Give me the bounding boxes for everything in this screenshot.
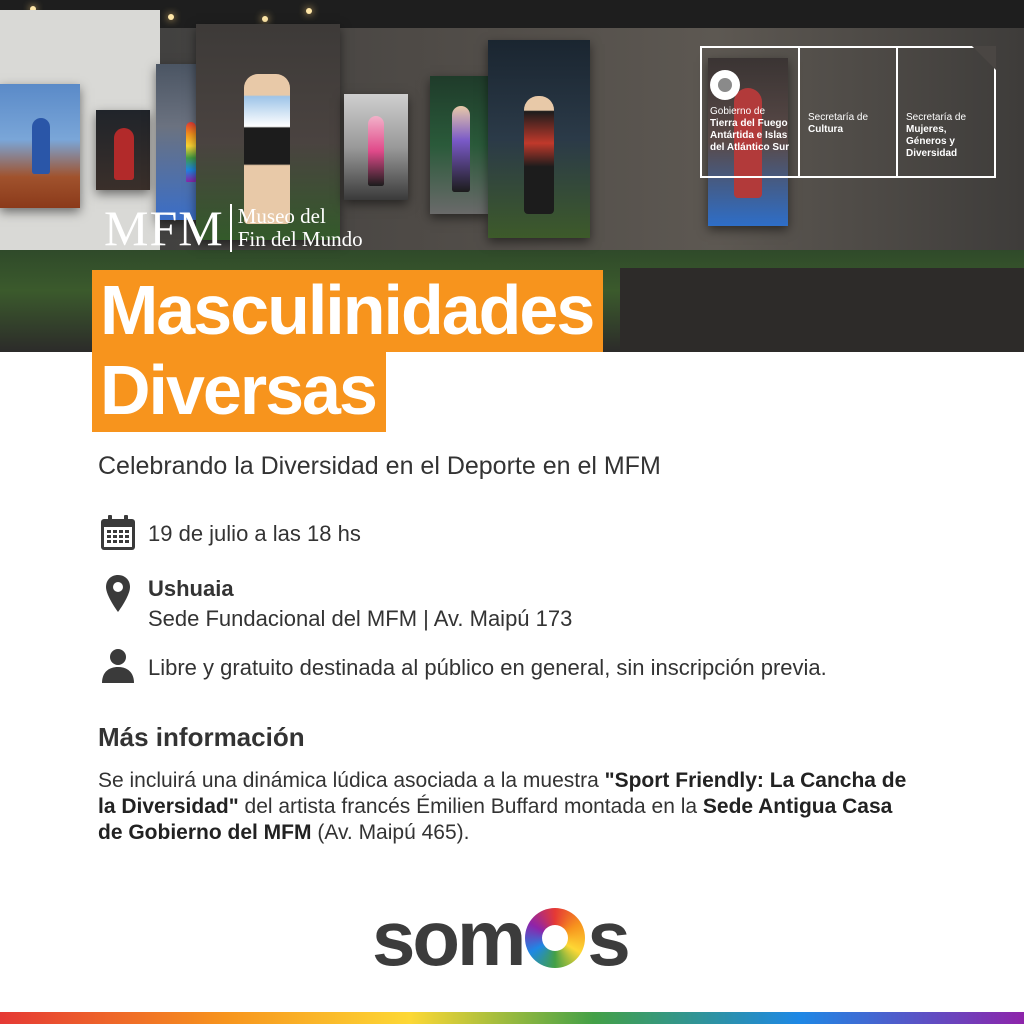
museum-logo-initials: MFM — [104, 200, 224, 256]
province-crest-icon — [710, 70, 740, 100]
government-logo-line: Tierra del Fuego — [710, 118, 788, 129]
museum-logo-name-line: Museo del — [237, 204, 326, 228]
museum-logo-name-line: Fin del Mundo — [237, 227, 363, 251]
exhibit-photo — [156, 64, 200, 220]
event-location — [98, 574, 572, 634]
culture-secretariat-line: Secretaría de — [808, 112, 869, 123]
event-title-line: Masculinidades — [92, 270, 603, 352]
event-address: Sede Fundacional del MFM | Av. Maipú 173 — [148, 606, 573, 631]
more-info-text-part: del artista francés Émilien Buffard montada en la — [238, 795, 703, 818]
gender-secretariat-line: Secretaría de — [906, 112, 967, 123]
gallery-floor-dark — [620, 268, 1024, 352]
museum-logo — [104, 200, 363, 256]
culture-secretariat-logo — [800, 48, 898, 176]
event-subtitle: Celebrando la Diversidad en el Deporte en el MFM — [98, 452, 661, 480]
exhibition-name: "Sport Friendly: La Cancha de la Diversidad" — [98, 769, 907, 818]
exhibit-photo — [0, 84, 80, 208]
gender-secretariat-line: Mujeres, — [906, 124, 947, 135]
event-title-line: Diversas — [92, 350, 386, 432]
more-info-text — [98, 768, 908, 846]
event-date-text: 19 de julio a las 18 hs — [148, 521, 361, 546]
rainbow-stripe — [0, 1012, 1024, 1024]
exhibit-photo — [96, 110, 150, 190]
gender-secretariat-line: Géneros y — [906, 136, 955, 147]
exhibit-photo — [488, 40, 590, 238]
museum-logo-divider — [230, 204, 232, 252]
event-date — [98, 514, 361, 554]
calendar-icon — [98, 514, 138, 552]
ceiling-light — [168, 14, 174, 20]
somos-logo — [372, 893, 628, 982]
exhibit-photo — [344, 94, 408, 200]
exhibit-photo — [430, 76, 490, 214]
venue-name: Sede Antigua Casa de Gobierno del MFM — [98, 795, 893, 844]
person-icon — [98, 648, 138, 684]
corner-fold — [972, 46, 996, 70]
culture-secretariat-line: Cultura — [808, 124, 843, 135]
government-logo-line: Antártida e Islas — [710, 130, 788, 141]
government-logos — [700, 46, 996, 178]
event-audience — [98, 648, 827, 688]
more-info-text-part: (Av. Maipú 465). — [311, 821, 470, 844]
government-logo-line: del Atlántico Sur — [710, 142, 790, 153]
event-audience-text: Libre y gratuito destinada al público en general, sin inscripción previa. — [148, 655, 827, 680]
event-title — [92, 270, 603, 432]
gender-secretariat-line: Diversidad — [906, 148, 958, 159]
event-location-text — [148, 574, 572, 634]
museum-logo-name — [238, 205, 363, 251]
somos-logo-text: s — [587, 893, 628, 982]
government-logo — [702, 48, 800, 176]
ceiling-light — [306, 8, 312, 14]
somos-logo-text: som — [372, 893, 524, 982]
more-info-heading: Más información — [98, 722, 305, 752]
map-pin-icon — [98, 574, 138, 614]
rainbow-ring-icon — [525, 908, 585, 968]
event-city: Ushuaia — [148, 576, 234, 601]
more-info-text-part: Se incluirá una dinámica lúdica asociada a la muestra — [98, 769, 605, 792]
government-logo-line: Gobierno de — [710, 106, 766, 117]
ceiling-light — [262, 16, 268, 22]
